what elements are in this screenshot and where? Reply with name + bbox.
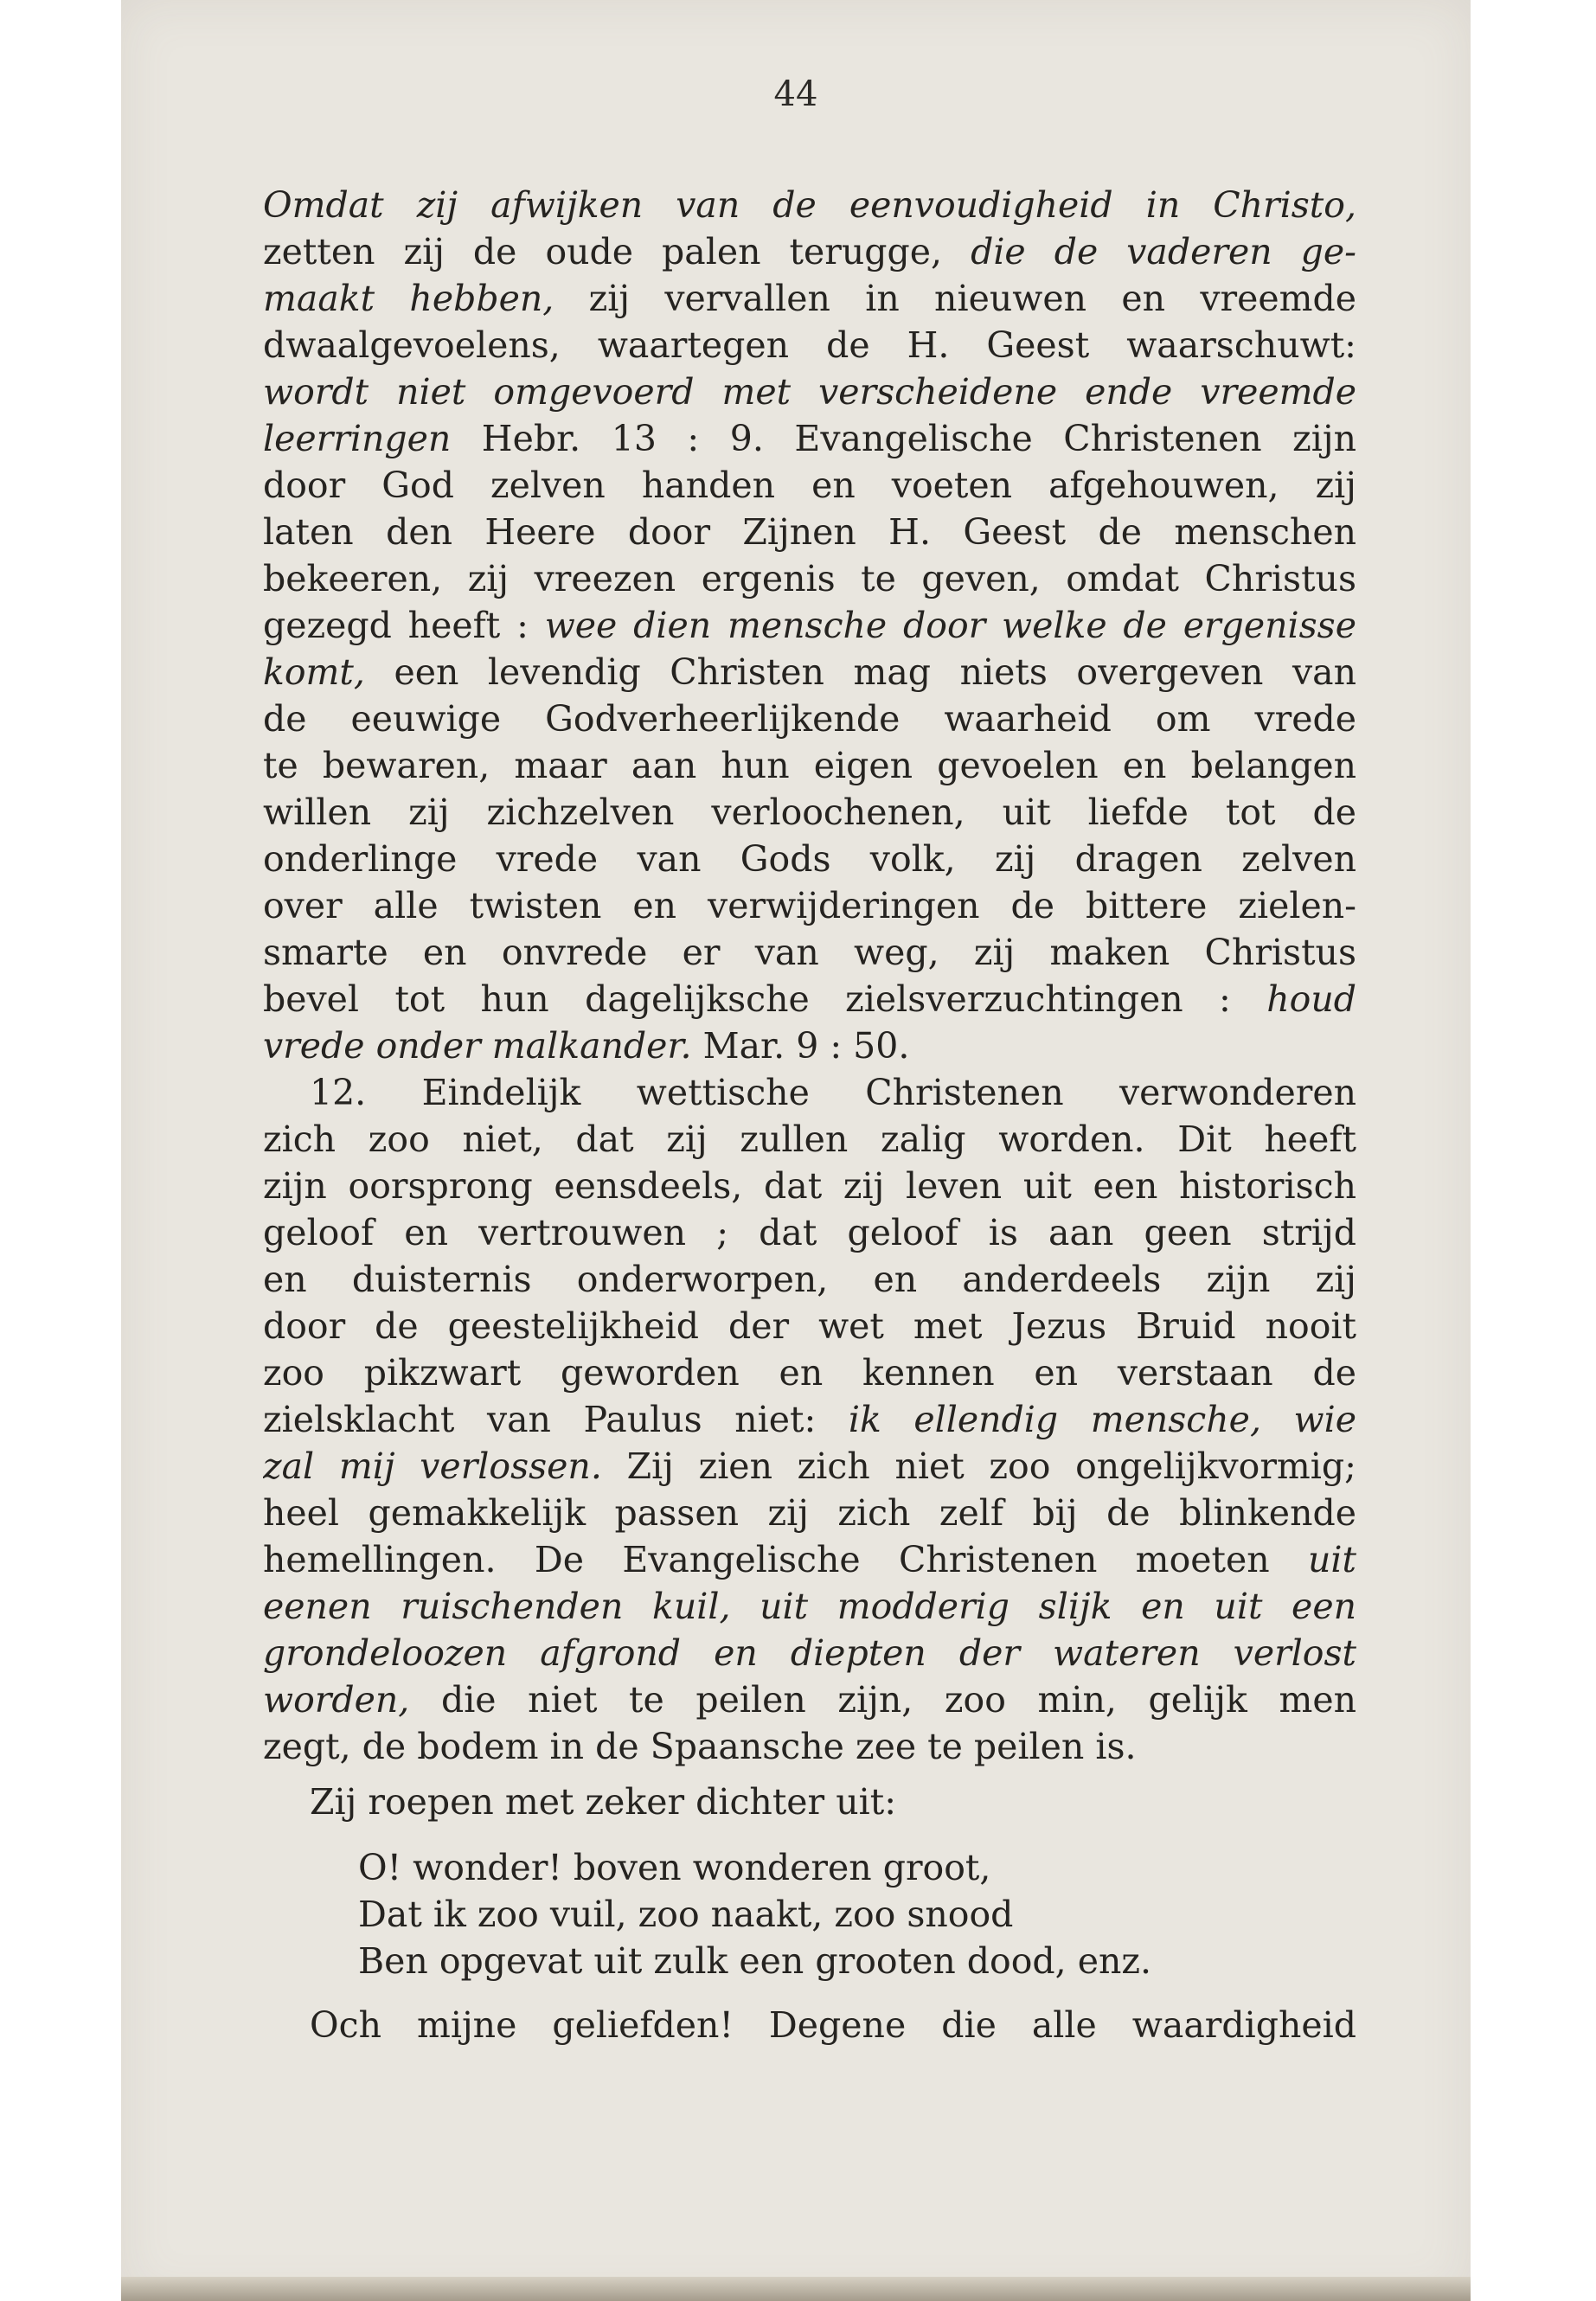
text-run: een levendig Christen mag niets overgeven van — [364, 651, 1356, 693]
text-run: Mar. 9 : 50. — [691, 1025, 910, 1067]
text-run: zetten zij de oude palen terugge, — [263, 231, 971, 272]
italic-run: komt, — [263, 651, 365, 693]
text-run: heel gemakkelijk passen zij zich zelf bij de blinkende — [263, 1492, 1356, 1534]
italic-run: wordt niet omgevoerd met verscheidene ende vreemde — [263, 371, 1356, 413]
italic-run: vrede onder malkander. — [263, 1025, 692, 1067]
text-run: willen zij zichzelven verloochenen, uit liefde tot de — [263, 792, 1356, 833]
text-run: door God zelven handen en voeten afgehouwen, zij — [263, 465, 1356, 506]
text-line — [263, 228, 1356, 275]
text-line — [263, 369, 1356, 415]
text-run: Zij zien zich niet zoo ongelijkvormig; — [601, 1445, 1356, 1487]
text-line — [263, 1583, 1356, 1630]
text-run: en duisternis onderworpen, en anderdeels zijn zij — [263, 1259, 1356, 1300]
text-run: die niet te peilen zijn, zoo min, gelijk men — [409, 1679, 1356, 1721]
text-run: onderlinge vrede van Gods volk, zij dragen zelven — [263, 838, 1356, 880]
text-line — [263, 695, 1356, 742]
text-line — [263, 882, 1356, 929]
text-run: zielsklacht van Paulus niet: — [263, 1399, 849, 1440]
italic-run: zal mij verlossen. — [263, 1445, 602, 1487]
text-run: hemellingen. De Evangelische Christenen moeten — [263, 1539, 1308, 1580]
text-run: over alle twisten en verwijderingen de bittere zielen- — [263, 885, 1356, 926]
text-run: 12. Eindelijk wettische Christenen verwonderen — [310, 1072, 1356, 1113]
text-line — [263, 509, 1356, 555]
text-line — [263, 1349, 1356, 1396]
italic-run: houd — [1266, 978, 1356, 1020]
text-line — [263, 1022, 1356, 1069]
text-run: smarte en onvrede er van weg, zij maken Christus — [263, 932, 1356, 973]
text-line — [263, 1630, 1356, 1676]
italic-run: grondeloozen afgrond en diepten der wateren verlost — [263, 1632, 1356, 1674]
text-line — [263, 1256, 1356, 1303]
italic-run: uit — [1308, 1539, 1356, 1580]
text-run: geloof en vertrouwen ; dat geloof is aan geen strijd — [263, 1212, 1356, 1253]
text-run: O! wonder! boven wonderen groot, — [358, 1847, 991, 1888]
text-line — [263, 742, 1356, 789]
text-run: dwaalgevoelens, waartegen de H. Geest waarschuwt: — [263, 324, 1356, 366]
text-run: gezegd heeft : — [263, 605, 545, 646]
text-line — [263, 275, 1356, 322]
text-line — [263, 976, 1356, 1022]
text-run: bevel tot hun dagelijksche zielsverzuchtingen : — [263, 978, 1267, 1020]
text-line — [263, 1303, 1356, 1349]
text-run: Ben opgevat uit zulk een grooten dood, enz. — [358, 1940, 1151, 1982]
paragraph-start-line — [263, 1069, 1356, 1116]
text-line — [263, 1163, 1356, 1209]
text-line — [263, 182, 1356, 228]
text-line — [263, 415, 1356, 462]
italic-run: die de vaderen ge- — [971, 231, 1356, 272]
text-line — [263, 322, 1356, 369]
text-line — [263, 1536, 1356, 1583]
text-run: te bewaren, maar aan hun eigen gevoelen en belangen — [263, 745, 1356, 786]
verse-line — [263, 1891, 1356, 1938]
italic-run: Omdat zij afwijken van de eenvoudigheid in Christo, — [263, 184, 1356, 226]
paragraph-start-line — [263, 1779, 1356, 1825]
verse-line — [263, 1938, 1356, 1984]
text-line — [263, 649, 1356, 695]
italic-run: ik ellendig mensche, wie — [848, 1399, 1356, 1440]
text-line — [263, 602, 1356, 649]
text-run: zegt, de bodem in de Spaansche zee te peilen is. — [263, 1726, 1137, 1767]
page-number: 44 — [773, 74, 818, 114]
text-run: zoo pikzwart geworden en kennen en verstaan de — [263, 1352, 1356, 1394]
book-page — [121, 0, 1471, 2301]
text-line — [263, 836, 1356, 882]
text-line — [263, 929, 1356, 976]
text-line — [263, 1209, 1356, 1256]
text-run: zij vervallen in nieuwen en vreemde — [554, 278, 1356, 319]
text-run: Och mijne geliefden! Degene die alle waardigheid — [310, 2004, 1356, 2046]
text-run: Dat ik zoo vuil, zoo naakt, zoo snood — [358, 1894, 1014, 1935]
text-line — [263, 1723, 1356, 1770]
page-bottom-edge — [121, 2277, 1471, 2301]
italic-run: leerringen — [263, 418, 452, 459]
text-run: bekeeren, zij vreezen ergenis te geven, omdat Christus — [263, 558, 1356, 599]
text-run: Hebr. 13 : 9. Evangelische Christenen zijn — [451, 418, 1356, 459]
paragraph-start-line — [263, 2002, 1356, 2048]
text-line — [263, 1443, 1356, 1490]
text-run: laten den Heere door Zijnen H. Geest de menschen — [263, 511, 1356, 553]
italic-run: maakt hebben, — [263, 278, 554, 319]
text-run: Zij roepen met zeker dichter uit: — [310, 1781, 897, 1823]
text-line — [263, 1490, 1356, 1536]
text-line — [263, 789, 1356, 836]
text-run: zich zoo niet, dat zij zullen zalig worden. Dit heeft — [263, 1118, 1356, 1160]
text-run: de eeuwige Godverheerlijkende waarheid om vrede — [263, 698, 1356, 740]
text-line — [263, 1116, 1356, 1163]
text-run: door de geestelijkheid der wet met Jezus Bruid nooit — [263, 1305, 1356, 1347]
verse-line — [263, 1844, 1356, 1891]
text-line — [263, 1676, 1356, 1723]
body-text — [263, 182, 1356, 2048]
text-line — [263, 1396, 1356, 1443]
text-line — [263, 555, 1356, 602]
italic-run: wee dien mensche door welke de ergenisse — [544, 605, 1356, 646]
text-line — [263, 462, 1356, 509]
italic-run: eenen ruischenden kuil, uit modderig slijk en uit een — [263, 1586, 1356, 1627]
text-run: zijn oorsprong eensdeels, dat zij leven uit een historisch — [263, 1165, 1356, 1207]
italic-run: worden, — [263, 1679, 410, 1721]
